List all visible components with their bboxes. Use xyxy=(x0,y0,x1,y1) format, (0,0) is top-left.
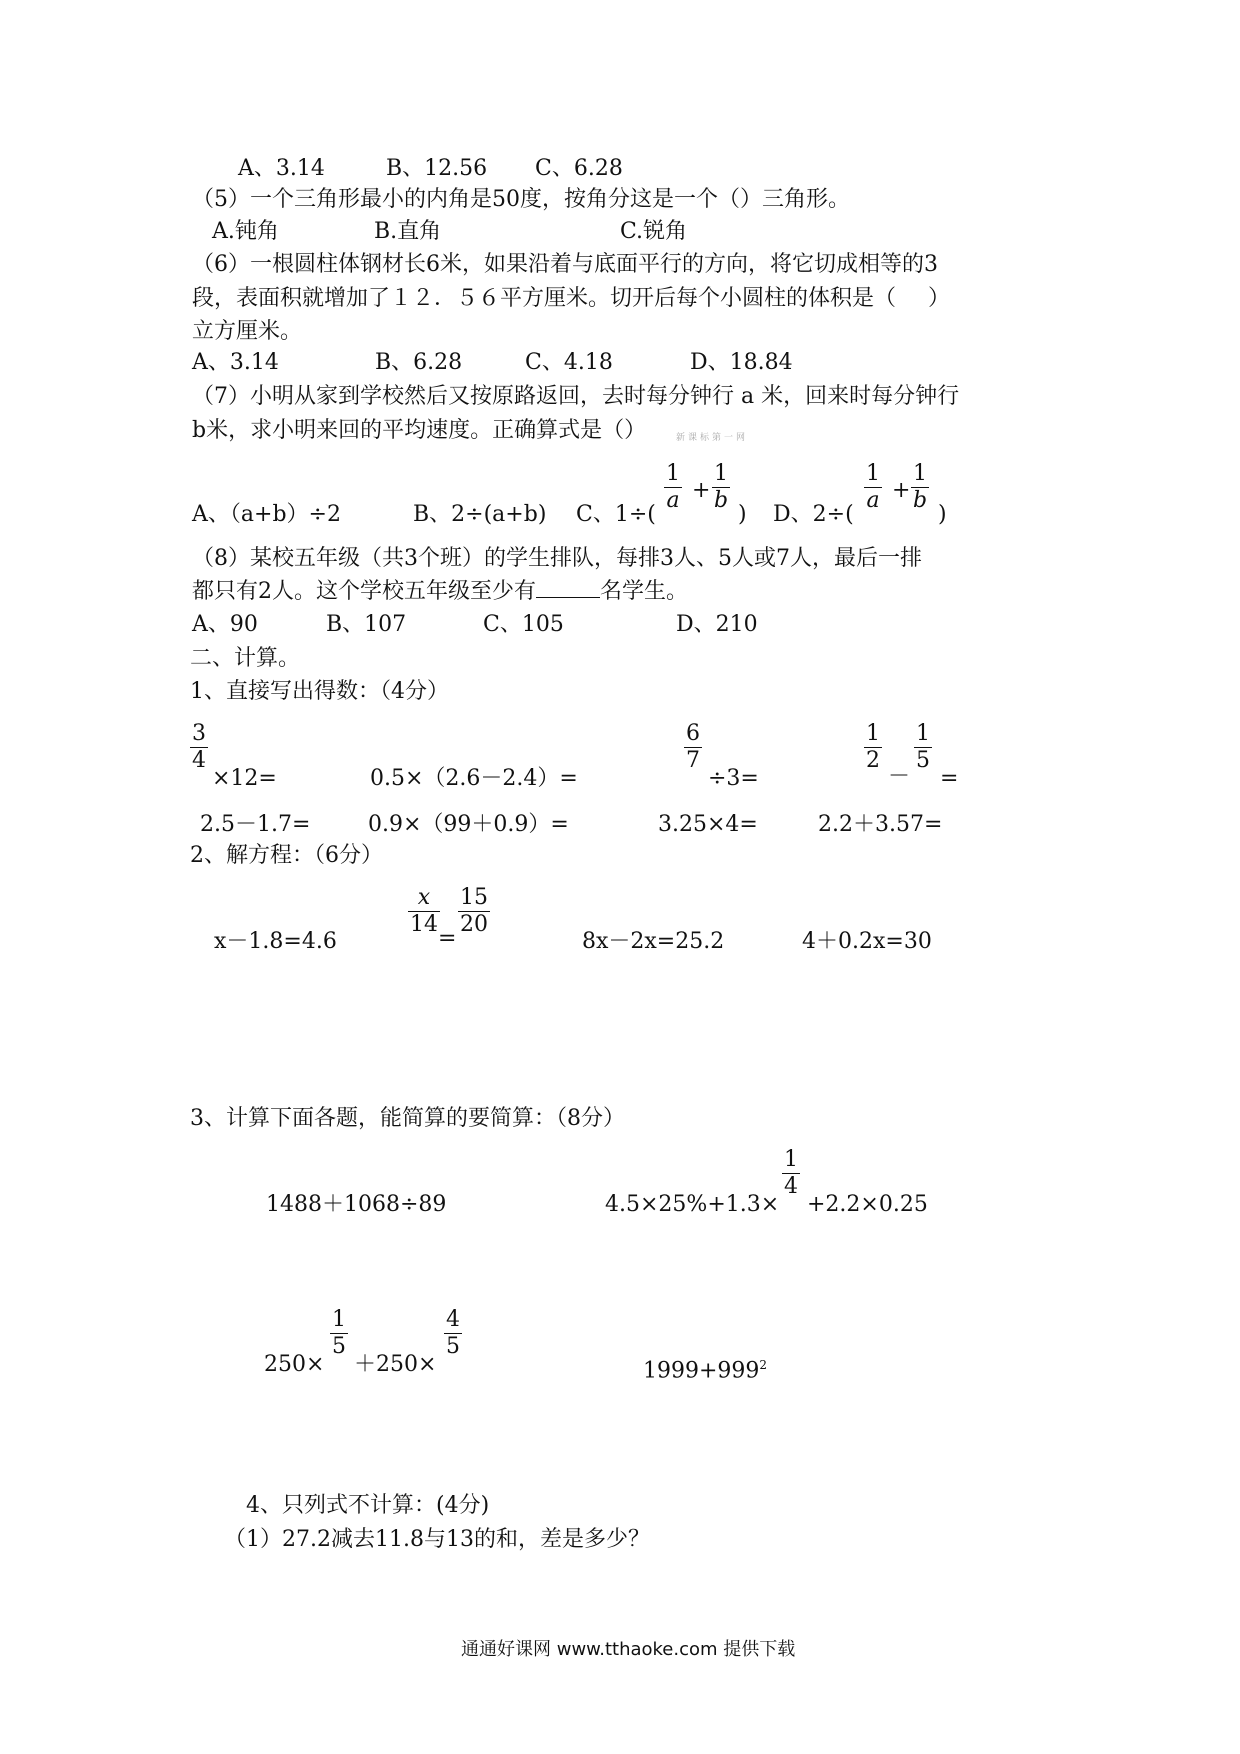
part2-equals: = xyxy=(438,926,457,951)
q6-question-line1: （6）一根圆柱体钢材长6米，如果沿着与底面平行的方向，将它切成相等的3 xyxy=(192,252,938,277)
q8-question-line2: 都只有2人。这个学校五年级至少有 名学生。 xyxy=(192,579,689,604)
part2-fraction-x-14: x 14 xyxy=(410,885,438,937)
q8-option-a: A、90 xyxy=(192,612,258,637)
part3-expr2-head: 4.5×25%+1.3× xyxy=(605,1192,780,1217)
part3-expr1: 1488＋1068÷89 xyxy=(266,1192,447,1217)
q7-d-plus: + xyxy=(892,478,911,503)
q6-option-c: C、4.18 xyxy=(525,350,613,375)
q7-question-line2: b米，求小明来回的平均速度。正确算式是（） xyxy=(192,418,647,443)
footer-text: 通通好课网 www.tthaoke.com 提供下载 xyxy=(461,1639,796,1660)
watermark-text: 新课标第一网 xyxy=(676,433,749,443)
part2-equation1: x－1.8=4.6 xyxy=(214,929,337,954)
q8-option-b: B、107 xyxy=(326,612,407,637)
part1-title: 1、直接写出得数：（4分） xyxy=(190,679,449,704)
q7-option-c-prefix: C、1÷( xyxy=(576,502,656,527)
section2-title: 二、计算。 xyxy=(190,646,301,671)
q7-option-a: A、（a+b）÷2 xyxy=(192,502,341,527)
part1-expr3-tail: ÷3= xyxy=(708,766,759,791)
q6-question-line3: 立方厘米。 xyxy=(192,319,303,344)
part2-equation4: 4＋0.2x=30 xyxy=(802,929,932,954)
q5-option-c: C.锐角 xyxy=(620,219,688,244)
q7-c-fraction-1-over-a: 1 a xyxy=(666,461,680,513)
q7-option-b: B、2÷(a+b) xyxy=(413,502,547,527)
part1-expr2: 0.5×（2.6－2.4）= xyxy=(370,766,578,791)
q8-question-line1: （8）某校五年级（共3个班）的学生排队，每排3人、5人或7人，最后一排 xyxy=(192,546,922,571)
part3-expr2-tail: +2.2×0.25 xyxy=(807,1192,928,1217)
part3-expr3-mid: ＋250× xyxy=(354,1352,437,1377)
part2-equation3: 8x－2x=25.2 xyxy=(582,929,725,954)
part2-fraction-15-20: 15 20 xyxy=(460,885,488,937)
q7-option-c-suffix: ) xyxy=(738,502,747,527)
q8-option-c: C、105 xyxy=(483,612,564,637)
part2-title: 2、解方程：（6分） xyxy=(190,843,383,868)
q6-option-b: B、6.28 xyxy=(375,350,463,375)
q6-question-line2: 段，表面积就增加了１２．５６平方厘米。切开后每个小圆柱的体积是（ ） xyxy=(192,286,951,311)
part1-minus: － xyxy=(888,764,911,789)
q5-option-b: B.直角 xyxy=(374,219,442,244)
part1-row2-expr1: 2.5－1.7= xyxy=(200,812,311,837)
q4-option-a: A、3.14 xyxy=(238,156,325,181)
part3-expr4: $1999+999^2$ xyxy=(643,1358,768,1384)
q7-d-fraction-1-over-a: 1 a xyxy=(866,461,880,513)
answer-blank xyxy=(536,579,600,598)
part3-fraction-1-5: 1 5 xyxy=(332,1307,346,1359)
part1-row2-expr2: 0.9×（99＋0.9）= xyxy=(368,812,569,837)
q7-c-fraction-1-over-b: 1 b xyxy=(714,461,729,513)
part3-title: 3、计算下面各题，能简算的要简算：（8分） xyxy=(190,1106,625,1131)
part1-expr1-tail: ×12= xyxy=(212,766,277,791)
q7-question-line1: （7）小明从家到学校然后又按原路返回，去时每分钟行 a 米，回来时每分钟行 xyxy=(192,384,960,409)
part1-row2-expr4: 2.2＋3.57= xyxy=(818,812,943,837)
part3-fraction-1-4: 1 4 xyxy=(784,1147,798,1199)
q8-option-d: D、210 xyxy=(676,612,758,637)
part1-fraction-3-4: 3 4 xyxy=(192,721,206,773)
part4-title: 4、只列式不计算：(4分) xyxy=(246,1493,490,1518)
q7-option-d-prefix: D、2÷( xyxy=(773,502,854,527)
q6-option-d: D、18.84 xyxy=(690,350,793,375)
part1-row2-expr3: 3.25×4= xyxy=(658,812,758,837)
part1-expr4-tail: = xyxy=(940,766,959,791)
part1-fraction-6-7: 6 7 xyxy=(686,721,700,773)
part1-fraction-1-2: 1 2 xyxy=(866,721,880,773)
q6-option-a: A、3.14 xyxy=(192,350,279,375)
q5-option-a: A.钝角 xyxy=(212,219,279,244)
q7-c-plus: + xyxy=(692,478,711,503)
q5-question: （5）一个三角形最小的内角是50度，按角分这是一个（）三角形。 xyxy=(192,187,850,212)
part3-expr3-head: 250× xyxy=(264,1352,325,1377)
q4-option-b: B、12.56 xyxy=(386,156,488,181)
q4-option-c: C、6.28 xyxy=(535,156,623,181)
q7-d-fraction-1-over-b: 1 b xyxy=(913,461,928,513)
part4-question1: （1）27.2减去11.8与13的和，差是多少？ xyxy=(224,1527,650,1552)
part3-fraction-4-5: 4 5 xyxy=(446,1307,460,1359)
part1-fraction-1-5: 1 5 xyxy=(916,721,930,773)
q7-option-d-suffix: ) xyxy=(938,502,947,527)
